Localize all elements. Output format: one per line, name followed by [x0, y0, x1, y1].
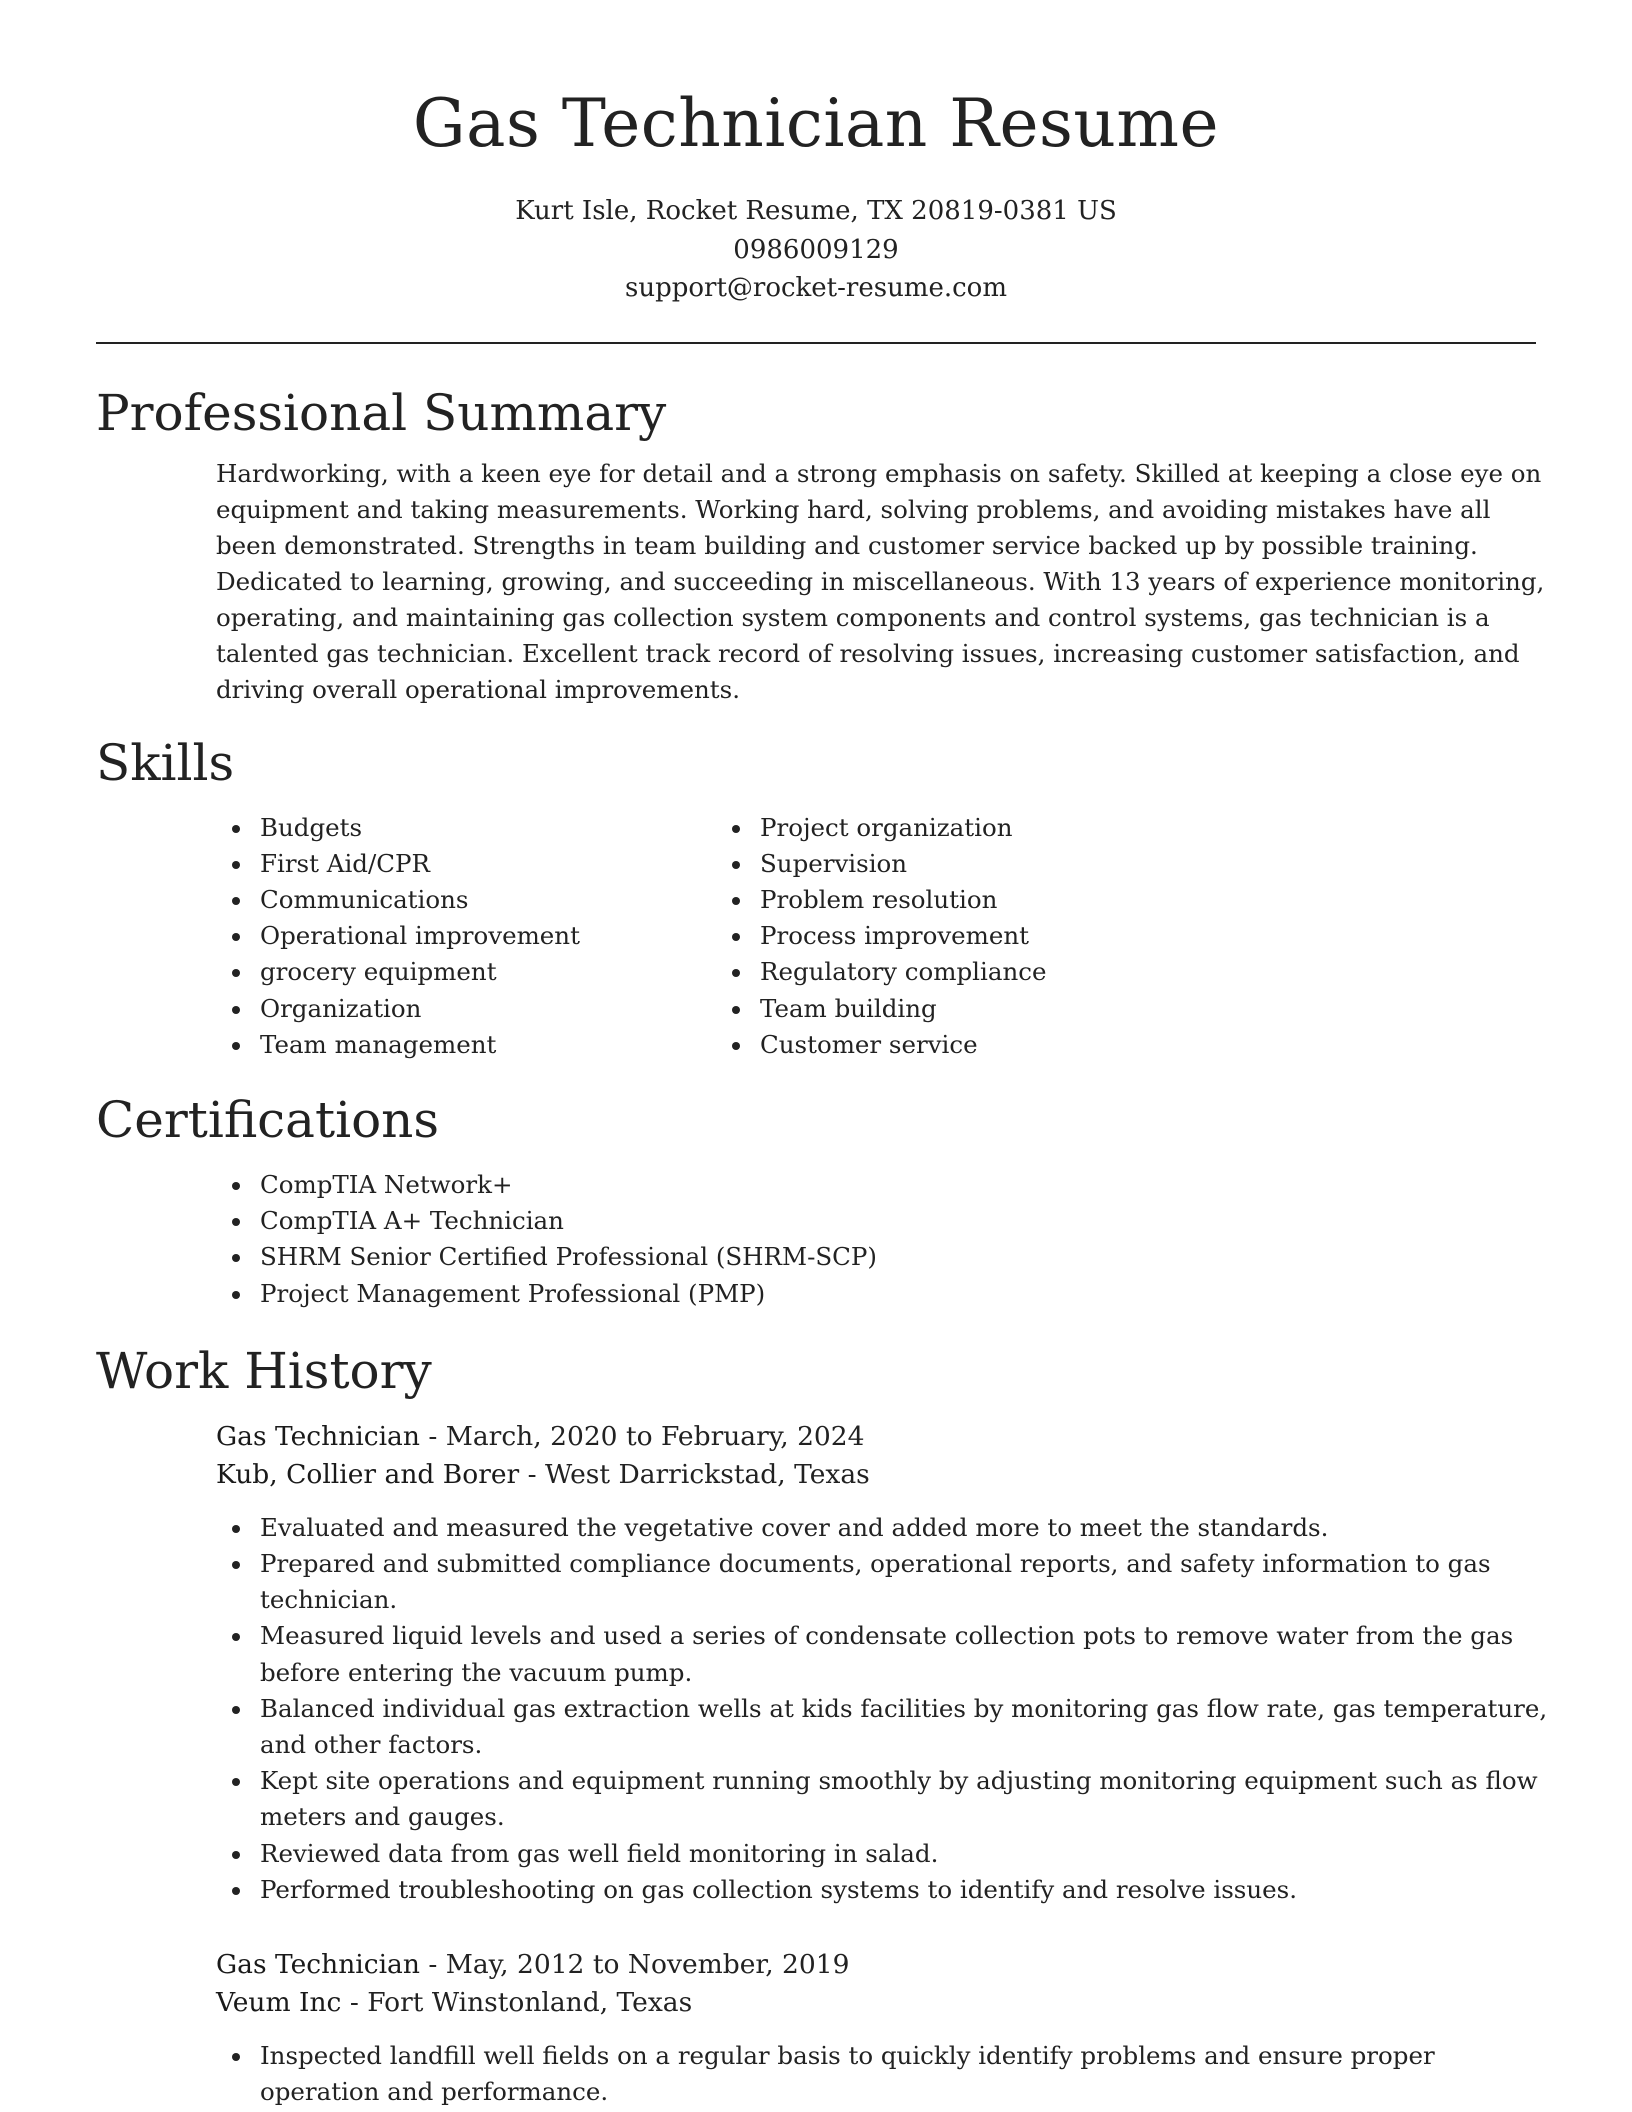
- job-entry: [216, 1946, 1536, 2110]
- skills-heading: Skills: [96, 733, 235, 792]
- certification-item: Project Management Professional (PMP): [260, 1276, 1536, 1312]
- job-dates: - March, 2020 to February, 2024: [419, 1420, 865, 1452]
- skill-item: Process improvement: [760, 918, 1046, 954]
- job-location: - West Darrickstad, Texas: [519, 1458, 870, 1490]
- job-title: Gas Technician: [216, 1420, 420, 1452]
- certification-item: CompTIA Network+: [260, 1167, 1536, 1203]
- skill-item: Budgets: [260, 810, 746, 846]
- job-duty: Balanced individual gas extraction wells at kids facilities by monitoring gas flow rate, gas temperature, and other factors.: [260, 1691, 1550, 1763]
- skill-item: First Aid/CPR: [260, 846, 746, 882]
- skills-list-right: [760, 810, 1046, 1063]
- job-company: Veum Inc: [216, 1986, 342, 2018]
- job-duty: Kept site operations and equipment running smoothly by adjusting monitoring equipment such as flow meters and gauges.: [260, 1763, 1550, 1835]
- contact-phone: 0986009129: [733, 234, 899, 265]
- job-company: Kub, Collier and Borer: [216, 1458, 520, 1490]
- summary-text: Hardworking, with a keen eye for detail and a strong emphasis on safety. Skilled at keeping a close eye on equipment and taking measurements. Working hard, solving problems, and avoiding mistakes have all been demonstrated. Strengths in team building and customer service backed up by possible training. Dedicated to learning, growing, and succeeding in miscellaneous. With 13 years of experience monitoring, operating, and maintaining gas collection system components and control systems, gas technician is a talented gas technician. Excellent track record of resolving issues, increasing customer satisfaction, and driving overall operational improvements.: [216, 458, 1545, 704]
- header-divider: [96, 342, 1536, 344]
- skill-item: Project organization: [760, 810, 1046, 846]
- skill-item: Regulatory compliance: [760, 954, 1046, 990]
- job-dates: - May, 2012 to November, 2019: [419, 1948, 850, 1980]
- job-company-line: [216, 1456, 1536, 1494]
- job-title: Gas Technician: [216, 1948, 420, 1980]
- certifications-list-wrap: [96, 1167, 1536, 1312]
- certification-item: CompTIA A+ Technician: [260, 1203, 1536, 1239]
- certification-item: SHRM Senior Certified Professional (SHRM-SCP): [260, 1239, 1536, 1275]
- certifications-heading: Certifications: [96, 1090, 440, 1149]
- skill-item: Supervision: [760, 846, 1046, 882]
- skill-item: Problem resolution: [760, 882, 1046, 918]
- contact-block: [96, 192, 1536, 308]
- job-duties-list: [216, 2038, 1536, 2110]
- skill-item: Operational improvement: [260, 918, 746, 954]
- skill-item: Organization: [260, 991, 746, 1027]
- skills-column-right: [746, 810, 1046, 1063]
- job-duties-list: [216, 1510, 1548, 1908]
- skill-item: Team building: [760, 991, 1046, 1027]
- certifications-list: [96, 1167, 1536, 1312]
- job-duty: Prepared and submitted compliance documents, operational reports, and safety information to gas technician.: [260, 1546, 1550, 1618]
- summary-heading: Professional Summary: [96, 383, 667, 442]
- job-title-line: [216, 1418, 1536, 1456]
- job-title-line: [216, 1946, 1536, 1984]
- skills-column-left: [96, 810, 746, 1063]
- job-duty: Measured liquid levels and used a series of condensate collection pots to remove water from the gas before entering the vacuum pump.: [260, 1618, 1550, 1690]
- resume-title: Gas Technician Resume: [412, 85, 1220, 162]
- job-bullets: [216, 1510, 1548, 1908]
- skill-item: Communications: [260, 882, 746, 918]
- work-history-heading: Work History: [96, 1341, 432, 1400]
- skill-item: Team management: [260, 1027, 746, 1063]
- job-entry: [216, 1418, 1548, 1908]
- resume-header: [96, 0, 1536, 308]
- work-history-section: [96, 1338, 1548, 2111]
- job-bullets: [216, 2038, 1536, 2110]
- contact-address: Kurt Isle, Rocket Resume, TX 20819-0381 US: [515, 196, 1117, 226]
- job-duty: Evaluated and measured the vegetative cover and added more to meet the standards.: [260, 1510, 1550, 1546]
- job-duty: Performed troubleshooting on gas collection systems to identify and resolve issues.: [260, 1872, 1550, 1908]
- skills-list-left: [96, 810, 746, 1063]
- job-company-line: [216, 1984, 1536, 2022]
- summary-section: [96, 380, 1545, 708]
- skills-columns: [96, 810, 1536, 1063]
- job-duty: Inspected landfill well fields on a regular basis to quickly identify problems and ensure proper operation and performance.: [260, 2038, 1550, 2110]
- skill-item: grocery equipment: [260, 954, 746, 990]
- skills-section: [96, 730, 1536, 1063]
- certifications-section: [96, 1087, 1536, 1312]
- contact-email: support@rocket-resume.com: [624, 273, 1007, 303]
- job-duty: Reviewed data from gas well field monitoring in salad.: [260, 1836, 1550, 1872]
- job-location: - Fort Winstonland, Texas: [341, 1986, 693, 2018]
- skill-item: Customer service: [760, 1027, 1046, 1063]
